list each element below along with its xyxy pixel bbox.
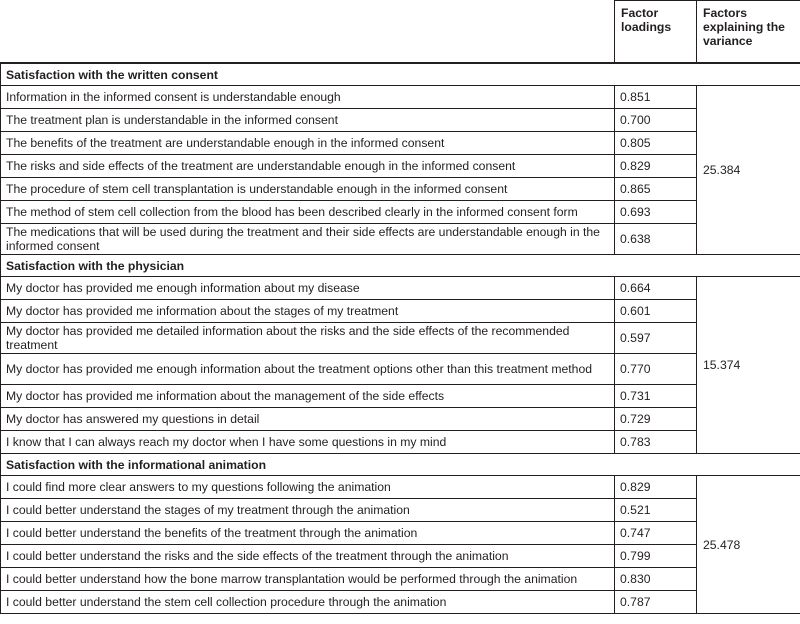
item-text: I could better understand the stages of my treatment through the animation [1,499,615,522]
factor-loading-value: 0.747 [615,522,697,545]
table-row [1,86,800,109]
table-header-row [1,1,800,64]
item-text: I could better understand the risks and the side effects of the treatment through the animation [1,545,615,568]
variance-value: 25.478 [697,476,800,614]
factor-loading-value: 0.830 [615,568,697,591]
item-text: Information in the informed consent is understandable enough [1,86,615,109]
factor-loading-value: 0.521 [615,499,697,522]
table-row [1,385,800,408]
factor-loading-value: 0.693 [615,201,697,224]
item-text: The medications that will be used during the treatment and their side effects are understandable enough in the informed consent [1,224,615,255]
item-text: I could better understand how the bone marrow transplantation would be performed through the animation [1,568,615,591]
item-text: My doctor has provided me enough information about the treatment options other than this treatment method [1,354,615,385]
section-row [1,63,800,86]
factor-loading-value: 0.829 [615,476,697,499]
table-row [1,224,800,255]
item-text: My doctor has provided me detailed information about the risks and the side effects of the recommended treatment [1,323,615,354]
item-text: The benefits of the treatment are understandable enough in the informed consent [1,132,615,155]
table-row [1,522,800,545]
factor-loading-value: 0.729 [615,408,697,431]
item-text: My doctor has provided me information about the stages of my treatment [1,300,615,323]
header-blank-cell [1,1,615,64]
variance-value: 25.384 [697,86,800,255]
item-text: My doctor has answered my questions in detail [1,408,615,431]
table-row [1,476,800,499]
table-row [1,545,800,568]
table-row [1,300,800,323]
item-text: The method of stem cell collection from the blood has been described clearly in the informed consent form [1,201,615,224]
table-row [1,132,800,155]
section-title: Satisfaction with the written consent [1,63,800,86]
factor-loading-value: 0.787 [615,591,697,614]
section-row [1,454,800,476]
factor-loading-value: 0.700 [615,109,697,132]
item-text: The treatment plan is understandable in the informed consent [1,109,615,132]
factor-loading-value: 0.829 [615,155,697,178]
table-row [1,109,800,132]
factor-loading-value: 0.597 [615,323,697,354]
item-text: My doctor has provided me enough information about my disease [1,277,615,300]
factor-loading-value: 0.601 [615,300,697,323]
factor-loading-value: 0.770 [615,354,697,385]
table-row [1,431,800,454]
section-title: Satisfaction with the physician [1,255,800,277]
item-text: The procedure of stem cell transplantation is understandable enough in the informed consent [1,178,615,201]
table-row [1,178,800,201]
table-row [1,277,800,300]
header-variance: Factors explaining the variance [697,1,800,64]
item-text: My doctor has provided me information about the management of the side effects [1,385,615,408]
table-row [1,201,800,224]
item-text: I could better understand the stem cell collection procedure through the animation [1,591,615,614]
factor-loading-value: 0.805 [615,132,697,155]
item-text: I know that I can always reach my doctor when I have some questions in my mind [1,431,615,454]
factor-loading-value: 0.799 [615,545,697,568]
factor-loading-value: 0.851 [615,86,697,109]
item-text: I could find more clear answers to my questions following the animation [1,476,615,499]
item-text: I could better understand the benefits of the treatment through the animation [1,522,615,545]
section-title: Satisfaction with the informational animation [1,454,800,476]
factor-loading-value: 0.731 [615,385,697,408]
table-row [1,155,800,178]
factor-loading-value: 0.638 [615,224,697,255]
table-row [1,323,800,354]
header-factor-loadings: Factor loadings [615,1,697,64]
table-row [1,408,800,431]
table-body [1,63,800,614]
item-text: The risks and side effects of the treatment are understandable enough in the informed consent [1,155,615,178]
table-row [1,499,800,522]
section-row [1,255,800,277]
factor-loading-value: 0.783 [615,431,697,454]
factor-loading-value: 0.865 [615,178,697,201]
table-row [1,568,800,591]
table-row [1,591,800,614]
factor-loading-value: 0.664 [615,277,697,300]
table-row [1,354,800,385]
variance-value: 15.374 [697,277,800,454]
